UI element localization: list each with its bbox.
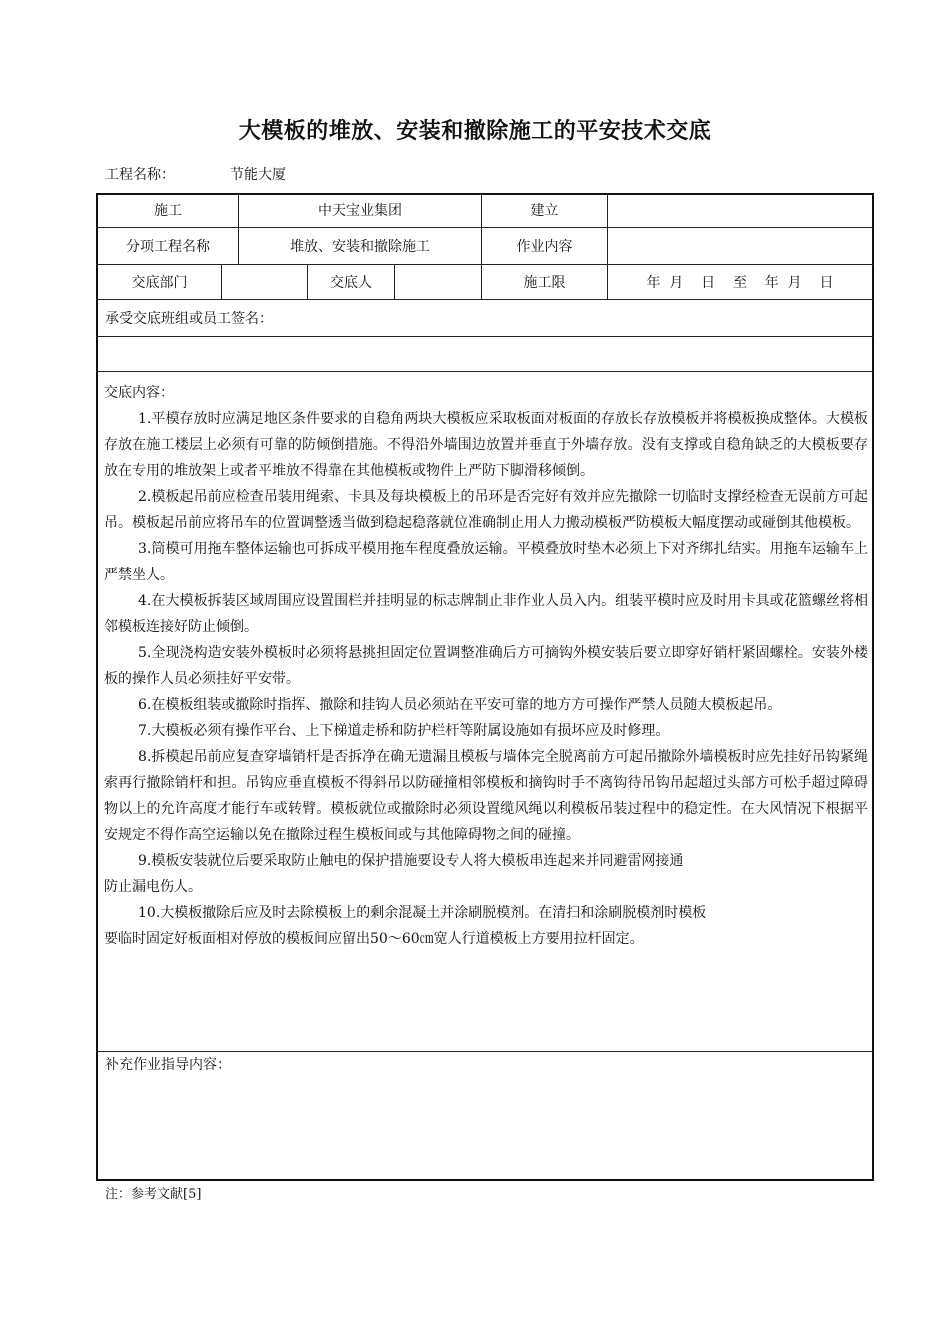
- briefing-person-label: 交底人: [330, 275, 372, 291]
- content-item: 7.大模板必须有操作平台、上下梯道走桥和防护栏杆等附属设施如有损坏应及时修理。: [138, 723, 670, 739]
- content-item: 5.全现浇构造安装外模板时必须将悬挑担固定位置调整准确后方可摘钩外模安装后要立即穿好销杆紧固螺栓。安装外楼板的操作人员必须挂好平安带。: [104, 645, 868, 687]
- content-label: 交底内容：: [104, 385, 174, 401]
- content-item: 4.在大模板拆装区域周围应设置围栏并挂明显的标志牌制止非作业人员入内。组装平模时应及时用卡具或花篮螺丝将相邻模板连接好防止倾倒。: [104, 593, 868, 635]
- briefing-content: [104, 380, 868, 952]
- content-item: 2.模板起吊前应检查吊装用绳索、卡具及每块模板上的吊环是否完好有效并应先撤除一切临时支撑经检查无误前方可起吊。模板起吊前应将吊车的位置调整透当做到稳起稳落就位准确制止用人力搬动模板严防模板大幅度摆动或碰倒其他模板。: [104, 489, 868, 531]
- project-name-label: 工程名称：: [105, 167, 175, 183]
- content-item-continued: 防止漏电伤人。: [104, 879, 202, 895]
- briefing-department-label: 交底部门: [131, 275, 188, 291]
- signature-value: [105, 337, 865, 371]
- content-item: 6.在模板组装或撤除时指挥、撤除和挂钩人员必须站在平安可靠的地方方可操作严禁人员随大模板起吊。: [138, 697, 782, 713]
- supplement-label: 补充作业指导内容：: [105, 1057, 231, 1073]
- construction-period-dates: 年 月 日 至 年 月 日: [646, 275, 834, 291]
- document-title: 大模板的堆放、安装和撤除施工的平安技术交底: [238, 118, 712, 144]
- establish-label: 建立: [530, 203, 559, 219]
- content-item: 3.筒模可用拖车整体运输也可拆成平模用拖车程度叠放运输。平模叠放时垫木必须上下对齐绑扎结实。用拖车运输车上严禁坐人。: [104, 541, 868, 583]
- sub-project-name-label: 分项工程名称: [126, 239, 210, 255]
- project-name-line: [105, 164, 286, 184]
- content-item: 8.拆模起吊前应复查穿墙销杆是否拆净在确无遗漏且模板与墙体完全脱离前方可起吊撤除外墙模板时应先挂好吊钩紧绳索再行撤除销杆和担。吊钩应垂直模板不得斜吊以防碰撞相邻模板和摘钩时手不离钩待吊钩吊起超过头部方可松手超过障碍物以上的允许高度才能行车或转臂。模板就位或撤除时必须设置缆风绳以利模板吊装过程中的稳定性。在大风情况下根据平安规定不得作高空运输以免在撤除过程生模板间或与其他障碍物之间的碰撞。: [104, 749, 868, 843]
- work-content-value: [608, 228, 872, 264]
- briefing-person-value: [395, 265, 481, 299]
- signature-label: 承受交底班组或员工签名：: [105, 311, 273, 327]
- work-content-label: 作业内容: [516, 239, 573, 255]
- content-item: 1.平模存放时应满足地区条件要求的自稳角两块大模板应采取板面对板面的存放长存放模板并将模板换成整体。大模板存放在施工楼层上必须有可靠的防倾倒措施。不得沿外墙围边放置并垂直于外墙存放。没有支撑或自稳角缺乏的大模板要存放在专用的堆放架上或者平堆放不得靠在其他模板或物件上严防下脚滑移倾倒。: [104, 411, 868, 479]
- row-divider: [96, 371, 874, 372]
- construction-label: 施工: [154, 203, 182, 219]
- reference-note: 注：参考文献[5]: [105, 1187, 202, 1202]
- sub-project-name-value: 堆放、安装和撤除施工: [290, 239, 430, 255]
- briefing-department-value: [222, 265, 307, 299]
- establish-value: [608, 193, 872, 227]
- construction-company-value: 中天宝业集团: [318, 203, 402, 219]
- content-item: 10.大模板撤除后应及时去除模板上的剩余混凝土并涂刷脱模剂。在清扫和涂刷脱模剂时模板: [138, 905, 707, 921]
- construction-period-label: 施工限: [523, 275, 566, 291]
- content-item: 9.模板安装就位后要采取防止触电的保护措施要设专人将大模板串连起来并同避雷网接通: [138, 853, 684, 869]
- row-divider: [96, 1051, 874, 1052]
- project-name-value: 节能大厦: [230, 167, 286, 183]
- content-item-continued: 要临时固定好板面相对停放的模板间应留出50～60㎝宽人行道模板上方要用拉杆固定。: [104, 931, 644, 947]
